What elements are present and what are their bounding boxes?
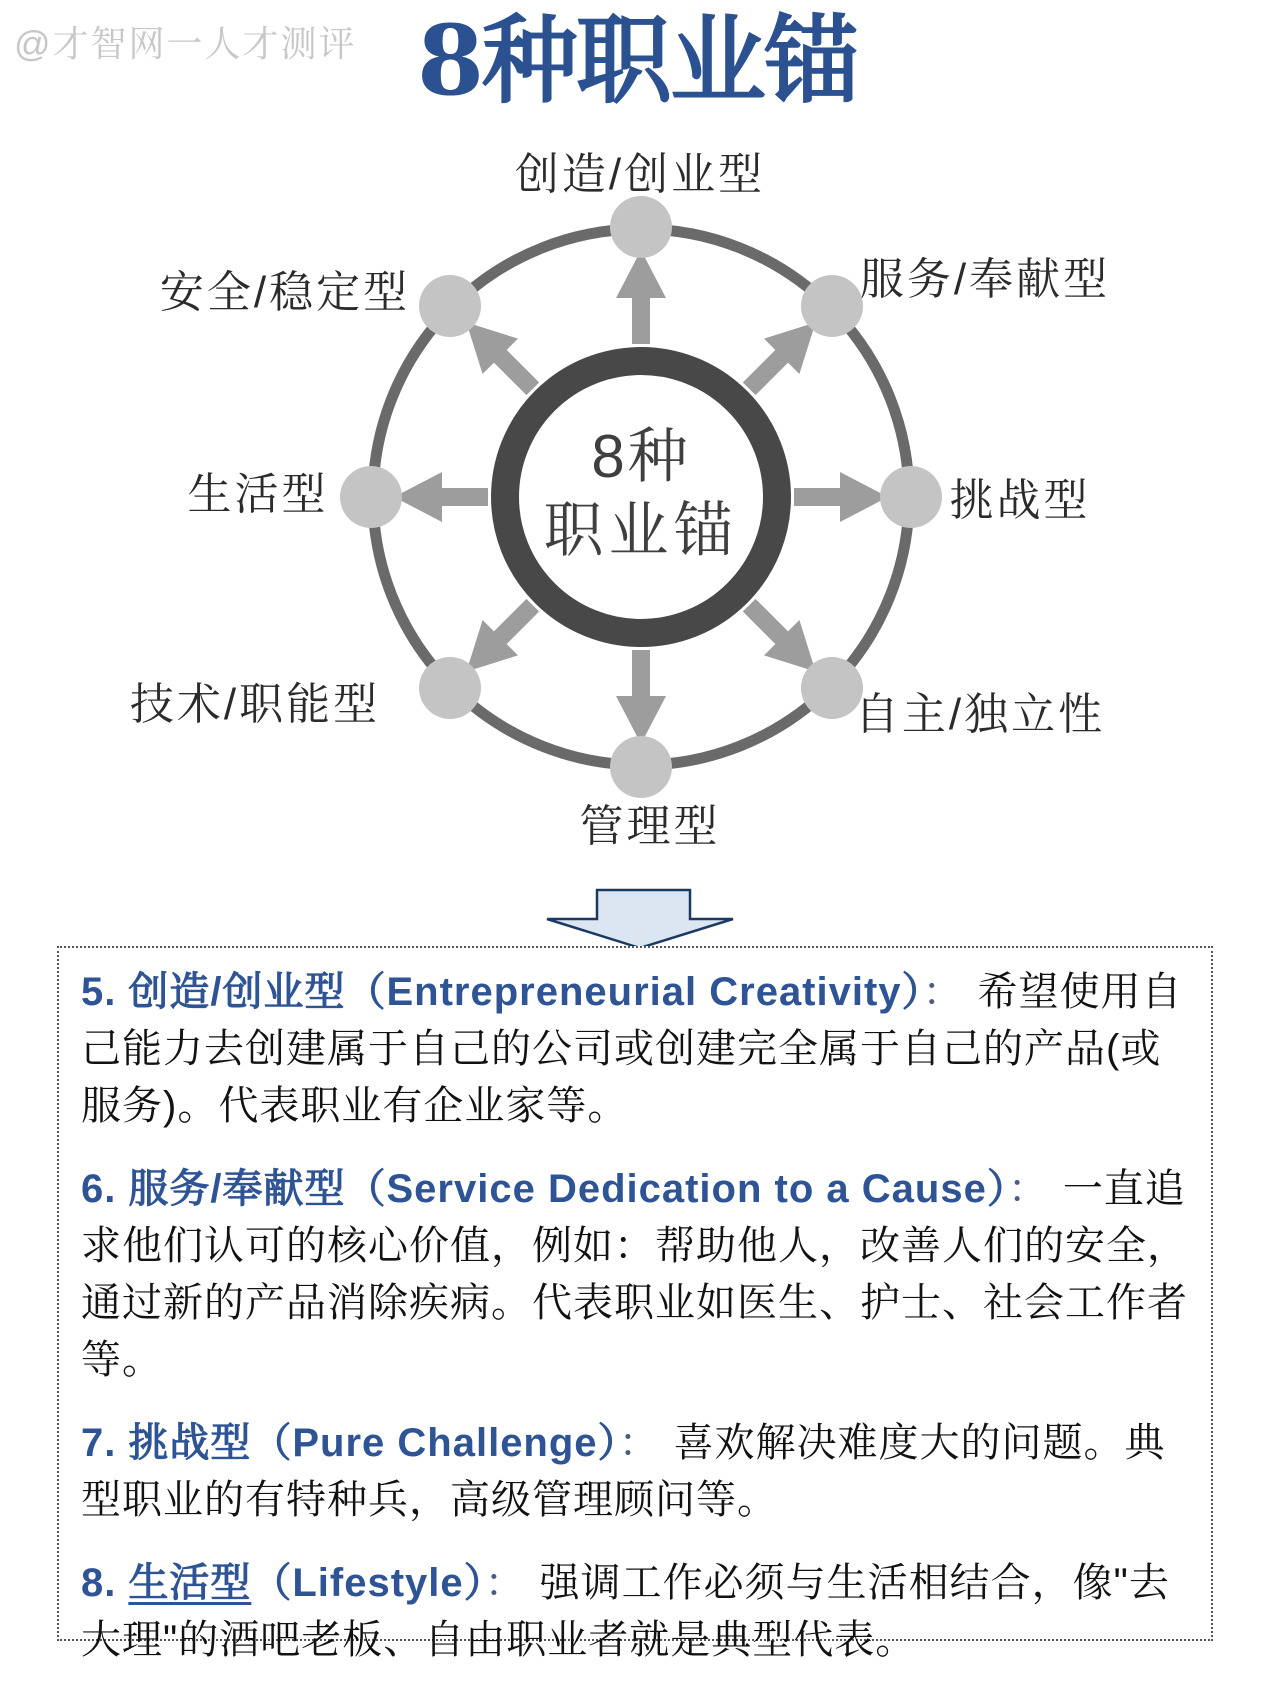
anchor-description: 一直追求他们认可的核心价值，例如：帮助他人，改善人们的安全，通过新的产品消除疾病。代表职业如医生、护士、社会工作者等。 [81, 1167, 1188, 1382]
anchor-name-en: （Lifestyle） [251, 1561, 485, 1605]
radial-arrow-left [394, 472, 488, 522]
anchor-description: 希望使用自己能力去创建属于自己的公司或创建完全属于自己的产品(或服务)。代表职业有企业家等。 [81, 970, 1183, 1128]
node-dot-bottom-right [801, 657, 863, 719]
node-dot-top [610, 196, 672, 258]
node-dot-top-left [419, 275, 481, 337]
down-block-arrow-icon [547, 890, 733, 948]
anchor-number: 7. [81, 1421, 117, 1465]
anchor-name-zh: 创造/创业型 [128, 970, 346, 1014]
diagram-label-security: 安全/稳定型 [159, 268, 411, 317]
anchor-item [81, 1415, 1189, 1529]
anchor-name-en: （Pure Challenge） [251, 1421, 619, 1465]
node-dot-right [880, 466, 942, 528]
anchor-name-en: （Entrepreneurial Creativity） [345, 970, 923, 1014]
anchor-number: 6. [81, 1167, 117, 1211]
anchor-number: 8. [81, 1561, 117, 1605]
anchor-description: 强调工作必须与生活相结合，像"去大理"的酒吧老板、自由职业者就是典型代表。 [81, 1561, 1170, 1662]
node-dot-left [340, 466, 402, 528]
diagram-label-managerial: 管理型 [579, 802, 721, 851]
radial-arrow-down [616, 650, 666, 744]
anchor-name-zh: 服务/奉献型 [128, 1167, 346, 1211]
diagram-label-lifestyle: 生活型 [187, 470, 329, 519]
node-dot-bottom-left [419, 657, 481, 719]
radial-arrow-up [616, 250, 666, 344]
diagram-label-autonomy: 自主/独立性 [854, 690, 1106, 739]
anchor-description: 喜欢解决难度大的问题。典型职业的有特种兵，高级管理顾问等。 [81, 1421, 1166, 1522]
diagram-label-challenge: 挑战型 [949, 476, 1091, 525]
node-dot-top-right [801, 275, 863, 337]
anchor-name-en: （Service Dedication to a Cause） [345, 1167, 1008, 1211]
center-label-line1: 8种 [591, 423, 691, 490]
watermark: @才智网一人才测评 [14, 23, 357, 64]
page-title: 8种职业锚 [417, 4, 858, 117]
center-label [491, 424, 791, 564]
center-label-line2: 职业锚 [543, 497, 739, 564]
diagram-label-technical: 技术/职能型 [129, 680, 381, 729]
anchor-colon: ： [484, 1561, 526, 1605]
anchor-colon: ： [1007, 1167, 1049, 1211]
radial-arrow-right [794, 472, 888, 522]
diagram-label-service: 服务/奉献型 [859, 255, 1111, 304]
anchor-item [81, 1161, 1189, 1389]
anchor-descriptions-box [57, 946, 1213, 1662]
anchor-item [81, 964, 1189, 1135]
anchor-colon: ： [922, 970, 964, 1014]
node-dot-bottom [610, 736, 672, 798]
anchor-colon: ： [618, 1421, 660, 1465]
anchor-item [81, 1555, 1189, 1669]
anchor-number: 5. [81, 970, 117, 1014]
anchor-name-zh: 生活型 [128, 1561, 252, 1605]
anchor-name-zh: 挑战型 [128, 1421, 252, 1465]
diagram-label-creative: 创造/创业型 [514, 150, 766, 199]
